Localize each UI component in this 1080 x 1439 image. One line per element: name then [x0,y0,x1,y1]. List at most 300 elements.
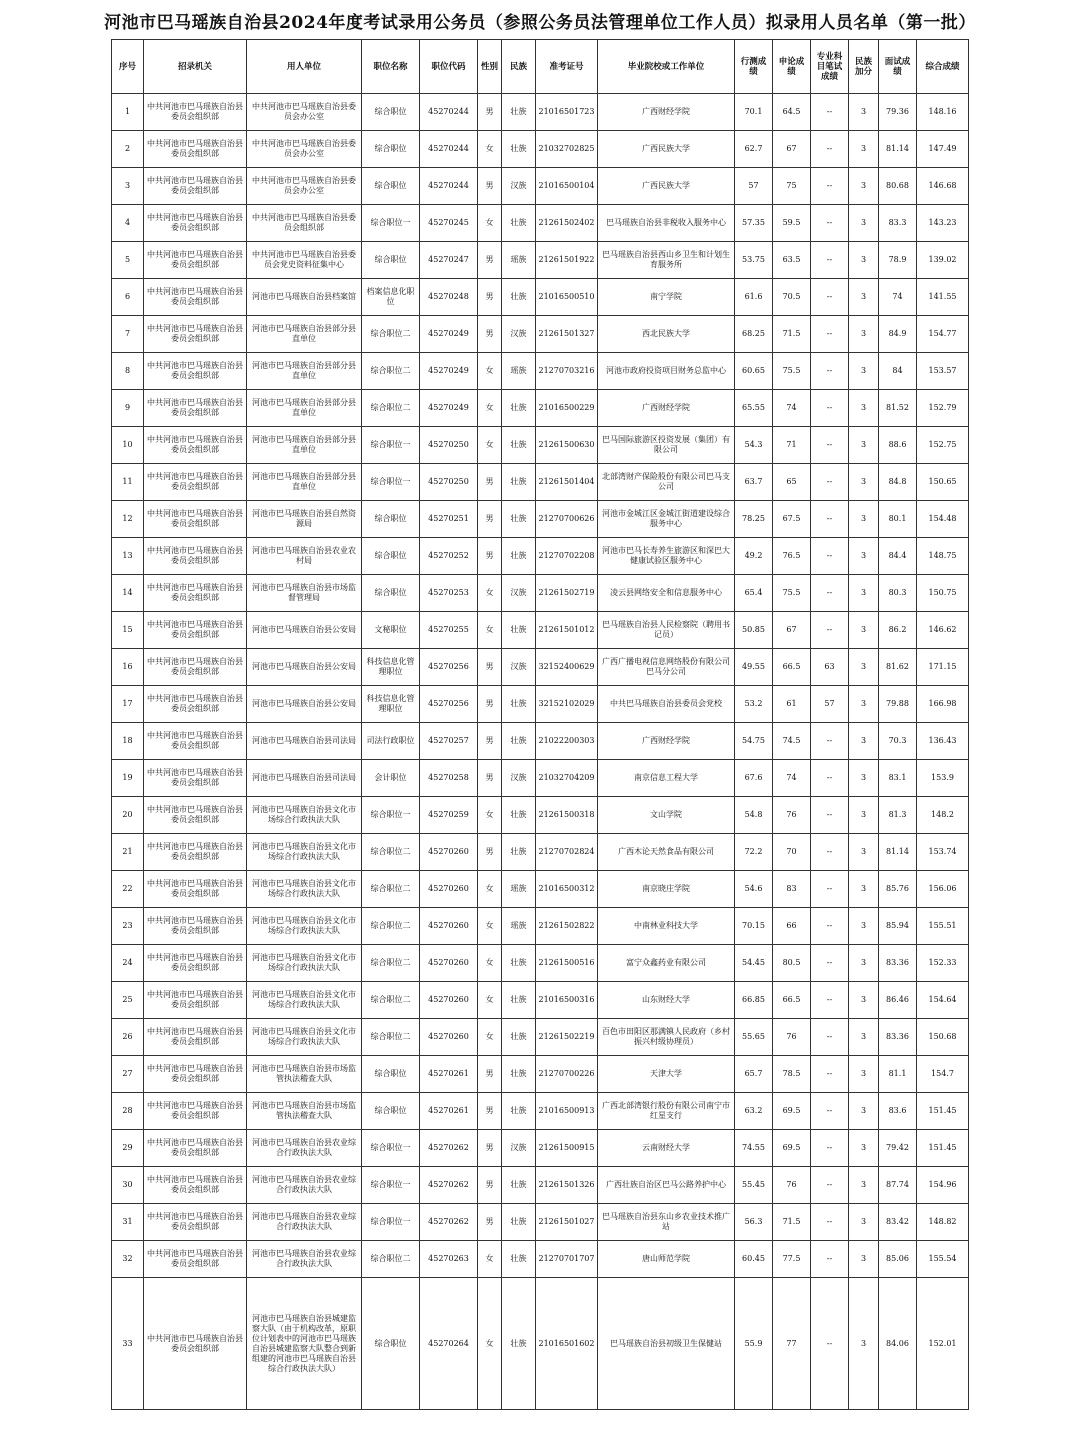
cell-ethnic-bonus: 3 [849,834,879,871]
cell-school-or-employer: 凌云县网络安全和信息服务中心 [598,575,735,612]
cell-recruiting-agency: 中共河池市巴马瑶族自治县委员会组织部 [144,723,247,760]
cell-recruiting-agency: 中共河池市巴马瑶族自治县委员会组织部 [144,538,247,575]
cell-position-code: 45270258 [420,760,478,797]
cell-recruiting-agency: 中共河池市巴马瑶族自治县委员会组织部 [144,501,247,538]
cell-total-score: 147.49 [917,131,969,168]
cell-shenlun-score: 69.5 [773,1130,811,1167]
cell-total-score: 151.45 [917,1130,969,1167]
cell-seq: 33 [112,1278,144,1410]
cell-specialty-score: -- [811,538,849,575]
cell-gender: 女 [478,575,502,612]
cell-xingce-score: 53.75 [735,242,773,279]
cell-total-score: 153.9 [917,760,969,797]
cell-interview-score: 80.1 [879,501,917,538]
cell-position-name: 综合职位一 [362,464,420,501]
cell-recruiting-agency: 中共河池市巴马瑶族自治县委员会组织部 [144,612,247,649]
cell-seq: 12 [112,501,144,538]
cell-exam-ticket-no: 21016500104 [536,168,598,205]
cell-total-score: 143.23 [917,205,969,242]
cell-school-or-employer: 广西财经学院 [598,390,735,427]
cell-recruiting-agency: 中共河池市巴马瑶族自治县委员会组织部 [144,131,247,168]
cell-position-name: 综合职位二 [362,834,420,871]
cell-gender: 女 [478,612,502,649]
cell-shenlun-score: 76 [773,1019,811,1056]
cell-interview-score: 83.42 [879,1204,917,1241]
table-row [112,427,969,464]
cell-recruiting-agency: 中共河池市巴马瑶族自治县委员会组织部 [144,1167,247,1204]
cell-position-name: 综合职位 [362,131,420,168]
cell-employing-unit: 河池市巴马瑶族自治县文化市场综合行政执法大队 [247,797,362,834]
cell-ethnic-bonus: 3 [849,390,879,427]
cell-seq: 3 [112,168,144,205]
cell-gender: 男 [478,242,502,279]
cell-xingce-score: 65.55 [735,390,773,427]
cell-exam-ticket-no: 21261502219 [536,1019,598,1056]
cell-seq: 15 [112,612,144,649]
cell-xingce-score: 78.25 [735,501,773,538]
cell-employing-unit: 河池市巴马瑶族自治县农业综合行政执法大队 [247,1241,362,1278]
cell-exam-ticket-no: 21270700626 [536,501,598,538]
cell-xingce-score: 70.15 [735,908,773,945]
column-header-position-name: 职位名称 [362,40,420,94]
cell-xingce-score: 62.7 [735,131,773,168]
table-row [112,1204,969,1241]
cell-xingce-score: 70.1 [735,94,773,131]
cell-seq: 11 [112,464,144,501]
cell-specialty-score: 63 [811,649,849,686]
cell-exam-ticket-no: 21261501327 [536,316,598,353]
cell-ethnicity: 壮族 [502,834,536,871]
cell-exam-ticket-no: 21261501922 [536,242,598,279]
cell-shenlun-score: 67.5 [773,501,811,538]
cell-gender: 男 [478,501,502,538]
cell-interview-score: 81.1 [879,1056,917,1093]
cell-gender: 男 [478,834,502,871]
cell-total-score: 146.62 [917,612,969,649]
cell-ethnic-bonus: 3 [849,279,879,316]
cell-position-code: 45270260 [420,834,478,871]
cell-exam-ticket-no: 21261501027 [536,1204,598,1241]
cell-employing-unit: 河池市巴马瑶族自治县市场监督管理局 [247,575,362,612]
cell-position-code: 45270256 [420,686,478,723]
cell-school-or-employer: 广西民族大学 [598,168,735,205]
cell-xingce-score: 53.2 [735,686,773,723]
cell-interview-score: 86.46 [879,982,917,1019]
cell-position-name: 综合职位 [362,575,420,612]
cell-specialty-score: -- [811,945,849,982]
cell-employing-unit: 中共河池市巴马瑶族自治县委员会组织部 [247,205,362,242]
cell-position-name: 综合职位 [362,94,420,131]
cell-ethnicity: 瑶族 [502,908,536,945]
cell-ethnicity: 壮族 [502,94,536,131]
cell-seq: 32 [112,1241,144,1278]
cell-employing-unit: 中共河池市巴马瑶族自治县委员会办公室 [247,131,362,168]
cell-total-score: 152.01 [917,1278,969,1410]
cell-recruiting-agency: 中共河池市巴马瑶族自治县委员会组织部 [144,464,247,501]
cell-ethnic-bonus: 3 [849,1130,879,1167]
cell-school-or-employer: 广西木论天然食品有限公司 [598,834,735,871]
cell-shenlun-score: 66.5 [773,649,811,686]
cell-recruiting-agency: 中共河池市巴马瑶族自治县委员会组织部 [144,168,247,205]
cell-xingce-score: 56.3 [735,1204,773,1241]
cell-recruiting-agency: 中共河池市巴马瑶族自治县委员会组织部 [144,575,247,612]
cell-gender: 男 [478,538,502,575]
column-header-ethnicity: 民族 [502,40,536,94]
cell-school-or-employer: 天津大学 [598,1056,735,1093]
cell-xingce-score: 54.6 [735,871,773,908]
cell-recruiting-agency: 中共河池市巴马瑶族自治县委员会组织部 [144,797,247,834]
cell-interview-score: 83.36 [879,1019,917,1056]
cell-gender: 女 [478,205,502,242]
cell-xingce-score: 54.45 [735,945,773,982]
cell-employing-unit: 河池市巴马瑶族自治县部分县直单位 [247,316,362,353]
cell-seq: 23 [112,908,144,945]
cell-seq: 30 [112,1167,144,1204]
cell-specialty-score: -- [811,982,849,1019]
cell-exam-ticket-no: 21261502402 [536,205,598,242]
cell-exam-ticket-no: 21261500630 [536,427,598,464]
cell-school-or-employer: 巴马瑶族自治县非税收入服务中心 [598,205,735,242]
cell-ethnicity: 壮族 [502,538,536,575]
cell-school-or-employer: 广西民族大学 [598,131,735,168]
cell-position-code: 45270260 [420,908,478,945]
cell-specialty-score: -- [811,797,849,834]
cell-exam-ticket-no: 21016500913 [536,1093,598,1130]
table-row [112,1056,969,1093]
cell-ethnic-bonus: 3 [849,353,879,390]
cell-ethnicity: 汉族 [502,1130,536,1167]
cell-position-name: 综合职位二 [362,316,420,353]
cell-position-code: 45270248 [420,279,478,316]
cell-school-or-employer: 文山学院 [598,797,735,834]
cell-gender: 男 [478,1204,502,1241]
cell-recruiting-agency: 中共河池市巴马瑶族自治县委员会组织部 [144,1056,247,1093]
cell-position-code: 45270253 [420,575,478,612]
cell-interview-score: 83.6 [879,1093,917,1130]
cell-exam-ticket-no: 21270702824 [536,834,598,871]
cell-school-or-employer: 西北民族大学 [598,316,735,353]
cell-position-name: 会计职位 [362,760,420,797]
table-row [112,723,969,760]
cell-shenlun-score: 80.5 [773,945,811,982]
cell-ethnic-bonus: 3 [849,1056,879,1093]
cell-xingce-score: 68.25 [735,316,773,353]
cell-xingce-score: 67.6 [735,760,773,797]
cell-ethnic-bonus: 3 [849,1019,879,1056]
cell-school-or-employer: 富宁众鑫药业有限公司 [598,945,735,982]
cell-specialty-score: 57 [811,686,849,723]
table-row [112,242,969,279]
cell-position-name: 综合职位二 [362,390,420,427]
cell-employing-unit: 中共河池市巴马瑶族自治县委员会办公室 [247,168,362,205]
cell-ethnicity: 汉族 [502,575,536,612]
cell-total-score: 154.96 [917,1167,969,1204]
cell-ethnicity: 瑶族 [502,353,536,390]
cell-ethnic-bonus: 3 [849,501,879,538]
column-header-xingce-score: 行测成绩 [735,40,773,94]
cell-interview-score: 83.1 [879,760,917,797]
cell-exam-ticket-no: 21261502822 [536,908,598,945]
cell-seq: 4 [112,205,144,242]
table-row [112,612,969,649]
cell-specialty-score: -- [811,1093,849,1130]
cell-total-score: 152.75 [917,427,969,464]
cell-gender: 男 [478,279,502,316]
cell-school-or-employer: 广西财经学院 [598,94,735,131]
cell-position-code: 45270250 [420,464,478,501]
cell-employing-unit: 河池市巴马瑶族自治县文化市场综合行政执法大队 [247,945,362,982]
cell-total-score: 150.68 [917,1019,969,1056]
cell-school-or-employer: 中共巴马瑶族自治县委员会党校 [598,686,735,723]
cell-specialty-score: -- [811,834,849,871]
cell-seq: 28 [112,1093,144,1130]
cell-ethnic-bonus: 3 [849,982,879,1019]
cell-interview-score: 88.6 [879,427,917,464]
cell-xingce-score: 57 [735,168,773,205]
cell-ethnicity: 壮族 [502,982,536,1019]
column-header-shenlun-score: 申论成绩 [773,40,811,94]
table-row [112,1130,969,1167]
cell-specialty-score: -- [811,353,849,390]
cell-ethnic-bonus: 3 [849,316,879,353]
cell-employing-unit: 河池市巴马瑶族自治县公安局 [247,649,362,686]
cell-shenlun-score: 76 [773,797,811,834]
cell-interview-score: 74 [879,279,917,316]
cell-position-code: 45270262 [420,1167,478,1204]
cell-interview-score: 81.14 [879,131,917,168]
table-row [112,538,969,575]
cell-total-score: 148.82 [917,1204,969,1241]
cell-total-score: 136.43 [917,723,969,760]
cell-seq: 7 [112,316,144,353]
cell-position-name: 综合职位一 [362,797,420,834]
cell-ethnicity: 壮族 [502,390,536,427]
column-header-school-or-employer: 毕业院校或工作单位 [598,40,735,94]
cell-shenlun-score: 70 [773,834,811,871]
cell-recruiting-agency: 中共河池市巴马瑶族自治县委员会组织部 [144,686,247,723]
cell-exam-ticket-no: 21261500516 [536,945,598,982]
cell-seq: 19 [112,760,144,797]
cell-xingce-score: 65.4 [735,575,773,612]
cell-recruiting-agency: 中共河池市巴马瑶族自治县委员会组织部 [144,1278,247,1410]
cell-ethnicity: 壮族 [502,612,536,649]
cell-ethnic-bonus: 3 [849,538,879,575]
cell-ethnic-bonus: 3 [849,1204,879,1241]
cell-interview-score: 86.2 [879,612,917,649]
column-header-gender: 性别 [478,40,502,94]
cell-interview-score: 80.68 [879,168,917,205]
table-row [112,94,969,131]
cell-position-code: 45270261 [420,1056,478,1093]
cell-shenlun-score: 65 [773,464,811,501]
cell-ethnic-bonus: 3 [849,205,879,242]
cell-ethnic-bonus: 3 [849,131,879,168]
cell-specialty-score: -- [811,131,849,168]
cell-ethnic-bonus: 3 [849,908,879,945]
cell-recruiting-agency: 中共河池市巴马瑶族自治县委员会组织部 [144,353,247,390]
cell-specialty-score: -- [811,1019,849,1056]
cell-total-score: 156.06 [917,871,969,908]
cell-shenlun-score: 67 [773,131,811,168]
cell-exam-ticket-no: 21261501404 [536,464,598,501]
cell-school-or-employer: 山东财经大学 [598,982,735,1019]
cell-interview-score: 84.9 [879,316,917,353]
cell-specialty-score: -- [811,1278,849,1410]
cell-employing-unit: 河池市巴马瑶族自治县部分县直单位 [247,390,362,427]
cell-position-name: 综合职位二 [362,908,420,945]
cell-position-code: 45270244 [420,131,478,168]
cell-gender: 女 [478,797,502,834]
cell-school-or-employer: 南宁学院 [598,279,735,316]
cell-xingce-score: 74.55 [735,1130,773,1167]
cell-interview-score: 79.88 [879,686,917,723]
cell-total-score: 150.75 [917,575,969,612]
cell-total-score: 154.77 [917,316,969,353]
cell-position-code: 45270255 [420,612,478,649]
cell-recruiting-agency: 中共河池市巴马瑶族自治县委员会组织部 [144,1204,247,1241]
cell-position-name: 综合职位 [362,1278,420,1410]
cell-seq: 29 [112,1130,144,1167]
cell-ethnicity: 壮族 [502,1167,536,1204]
cell-school-or-employer: 广西财经学院 [598,723,735,760]
cell-ethnic-bonus: 3 [849,464,879,501]
cell-ethnic-bonus: 3 [849,1167,879,1204]
cell-position-name: 综合职位一 [362,1167,420,1204]
cell-employing-unit: 河池市巴马瑶族自治县档案馆 [247,279,362,316]
cell-exam-ticket-no: 21261501012 [536,612,598,649]
cell-recruiting-agency: 中共河池市巴马瑶族自治县委员会组织部 [144,871,247,908]
cell-seq: 13 [112,538,144,575]
cell-seq: 14 [112,575,144,612]
cell-employing-unit: 河池市巴马瑶族自治县文化市场综合行政执法大队 [247,1019,362,1056]
cell-recruiting-agency: 中共河池市巴马瑶族自治县委员会组织部 [144,649,247,686]
cell-xingce-score: 66.85 [735,982,773,1019]
cell-specialty-score: -- [811,501,849,538]
cell-employing-unit: 河池市巴马瑶族自治县司法局 [247,760,362,797]
cell-exam-ticket-no: 21016500316 [536,982,598,1019]
cell-school-or-employer: 云南财经大学 [598,1130,735,1167]
cell-exam-ticket-no: 21270700226 [536,1056,598,1093]
cell-interview-score: 84.4 [879,538,917,575]
cell-specialty-score: -- [811,205,849,242]
cell-gender: 男 [478,1093,502,1130]
cell-shenlun-score: 74 [773,390,811,427]
cell-specialty-score: -- [811,1167,849,1204]
cell-total-score: 166.98 [917,686,969,723]
cell-ethnicity: 壮族 [502,501,536,538]
column-header-interview-score: 面试成绩 [879,40,917,94]
cell-employing-unit: 河池市巴马瑶族自治县农业综合行政执法大队 [247,1130,362,1167]
cell-school-or-employer: 南京晓庄学院 [598,871,735,908]
cell-shenlun-score: 74.5 [773,723,811,760]
cell-exam-ticket-no: 21016500510 [536,279,598,316]
cell-position-name: 文秘职位 [362,612,420,649]
cell-school-or-employer: 河池市巴马长寿养生旅游区和深巴大健康试验区服务中心 [598,538,735,575]
cell-xingce-score: 54.3 [735,427,773,464]
cell-school-or-employer: 百色市田阳区那满镇人民政府（乡村振兴村级协理员） [598,1019,735,1056]
cell-xingce-score: 63.2 [735,1093,773,1130]
page-title: 河池市巴马瑶族自治县2024年度考试录用公务员（参照公务员法管理单位工作人员）拟录用人员名单（第一批） [104,13,976,33]
cell-shenlun-score: 67 [773,612,811,649]
cell-employing-unit: 河池市巴马瑶族自治县公安局 [247,612,362,649]
cell-total-score: 148.16 [917,94,969,131]
column-header-specialty-score: 专业科目笔试成绩 [811,40,849,94]
cell-employing-unit: 河池市巴马瑶族自治县文化市场综合行政执法大队 [247,908,362,945]
cell-interview-score: 85.76 [879,871,917,908]
cell-exam-ticket-no: 21016500312 [536,871,598,908]
cell-specialty-score: -- [811,279,849,316]
cell-specialty-score: -- [811,1241,849,1278]
cell-ethnic-bonus: 3 [849,168,879,205]
table-row [112,390,969,427]
cell-position-name: 综合职位 [362,168,420,205]
cell-shenlun-score: 75.5 [773,575,811,612]
cell-gender: 女 [478,353,502,390]
cell-shenlun-score: 78.5 [773,1056,811,1093]
cell-school-or-employer: 中南林业科技大学 [598,908,735,945]
cell-specialty-score: -- [811,168,849,205]
cell-gender: 女 [478,1278,502,1410]
cell-gender: 男 [478,94,502,131]
cell-position-code: 45270245 [420,205,478,242]
table-row [112,205,969,242]
cell-position-name: 综合职位二 [362,945,420,982]
cell-gender: 男 [478,686,502,723]
cell-interview-score: 84.06 [879,1278,917,1410]
cell-xingce-score: 57.35 [735,205,773,242]
cell-position-name: 科技信息化管理职位 [362,686,420,723]
cell-shenlun-score: 66 [773,908,811,945]
cell-exam-ticket-no: 21022200303 [536,723,598,760]
cell-employing-unit: 河池市巴马瑶族自治县市场监管执法稽查大队 [247,1093,362,1130]
cell-position-code: 45270247 [420,242,478,279]
cell-position-code: 45270244 [420,168,478,205]
cell-employing-unit: 河池市巴马瑶族自治县文化市场综合行政执法大队 [247,834,362,871]
cell-exam-ticket-no: 21261500915 [536,1130,598,1167]
cell-ethnicity: 壮族 [502,1056,536,1093]
cell-interview-score: 81.3 [879,797,917,834]
cell-exam-ticket-no: 21261501326 [536,1167,598,1204]
cell-xingce-score: 55.45 [735,1167,773,1204]
cell-recruiting-agency: 中共河池市巴马瑶族自治县委员会组织部 [144,1241,247,1278]
cell-position-code: 45270249 [420,390,478,427]
cell-exam-ticket-no: 21261502719 [536,575,598,612]
cell-gender: 男 [478,649,502,686]
cell-seq: 16 [112,649,144,686]
cell-employing-unit: 河池市巴马瑶族自治县市场监管执法稽查大队 [247,1056,362,1093]
cell-xingce-score: 49.55 [735,649,773,686]
cell-specialty-score: -- [811,1204,849,1241]
cell-school-or-employer: 南京信息工程大学 [598,760,735,797]
cell-employing-unit: 河池市巴马瑶族自治县农业农村局 [247,538,362,575]
cell-position-name: 综合职位一 [362,1130,420,1167]
roster-table [111,39,969,1410]
cell-xingce-score: 65.7 [735,1056,773,1093]
cell-recruiting-agency: 中共河池市巴马瑶族自治县委员会组织部 [144,982,247,1019]
cell-ethnicity: 壮族 [502,1093,536,1130]
cell-gender: 男 [478,464,502,501]
cell-exam-ticket-no: 32152400629 [536,649,598,686]
cell-seq: 26 [112,1019,144,1056]
cell-position-name: 综合职位一 [362,427,420,464]
cell-shenlun-score: 69.5 [773,1093,811,1130]
table-row [112,871,969,908]
cell-specialty-score: -- [811,316,849,353]
cell-position-name: 综合职位 [362,538,420,575]
cell-position-name: 综合职位二 [362,353,420,390]
cell-position-name: 综合职位 [362,1056,420,1093]
cell-ethnicity: 汉族 [502,168,536,205]
